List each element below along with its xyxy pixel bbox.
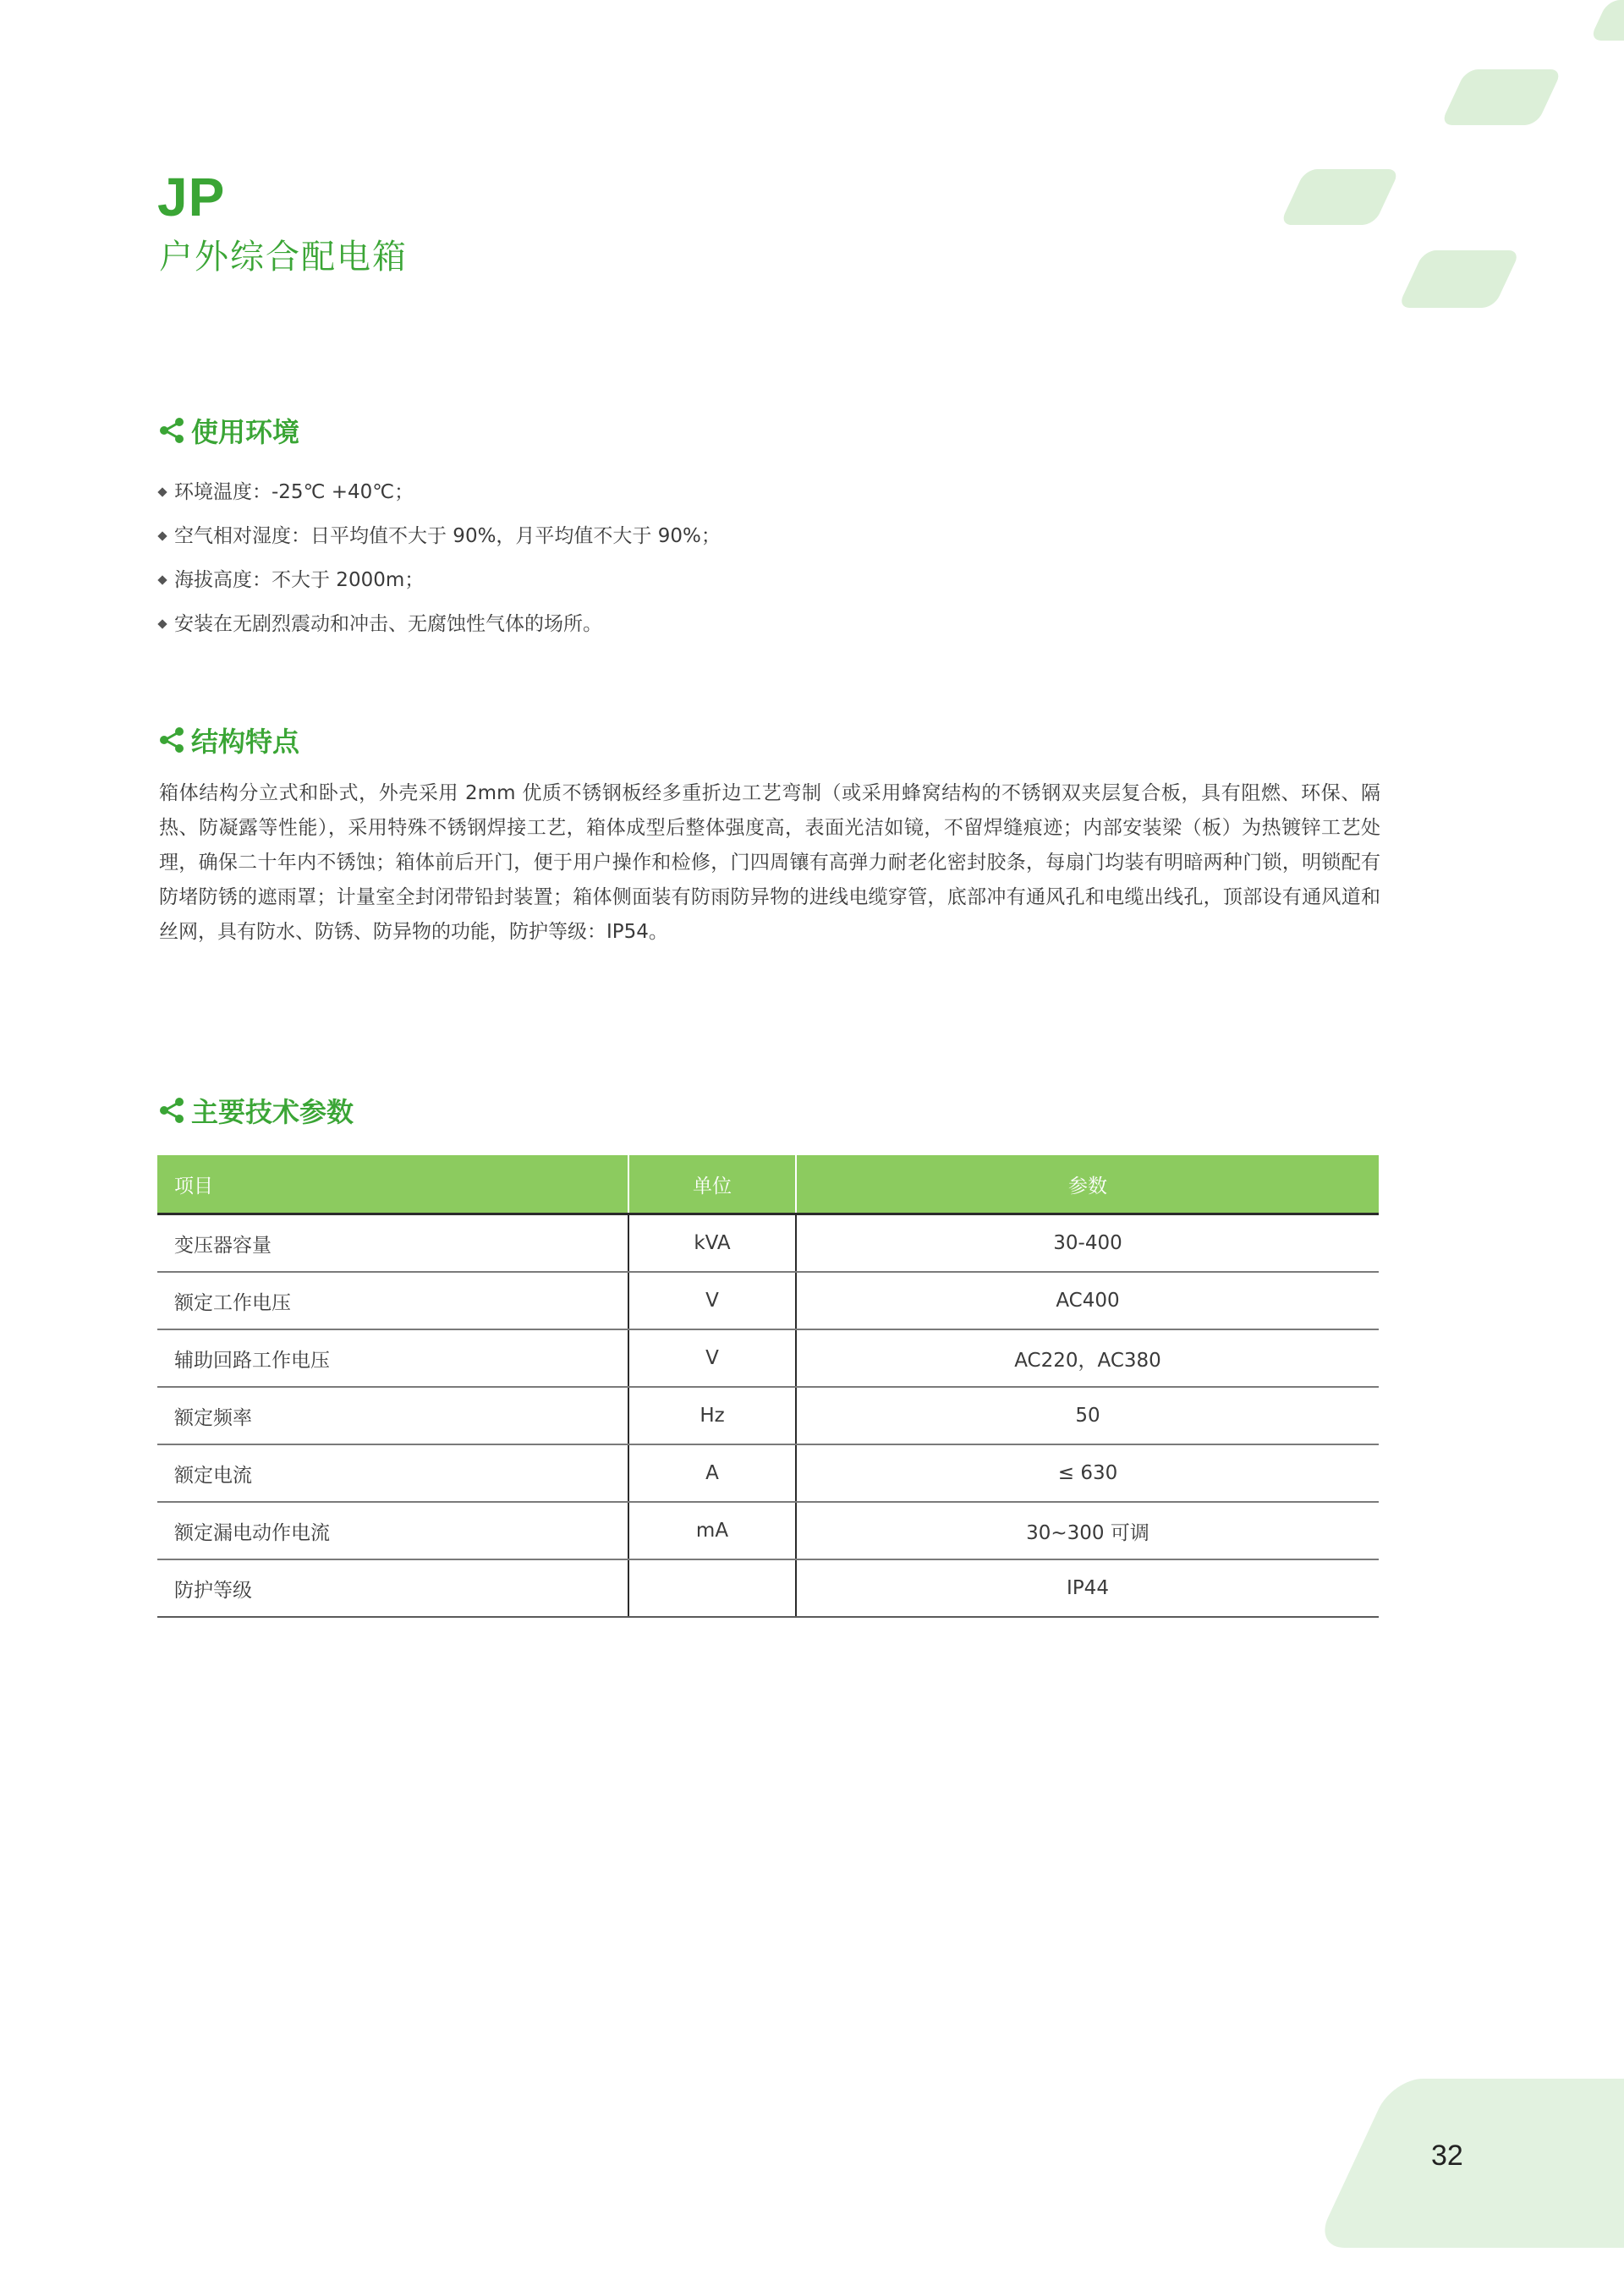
cell-unit [628, 1559, 796, 1617]
decor-parallelogram-corner [1589, 0, 1624, 41]
section-heading-parameters [157, 1091, 354, 1130]
column-header-unit: 单位 [628, 1155, 796, 1214]
diamond-bullet-icon [157, 619, 167, 628]
parameters-table [157, 1155, 1379, 1618]
decor-parallelogram-2 [1280, 169, 1401, 225]
column-header-value: 参数 [796, 1155, 1379, 1214]
structure-description: 箱体结构分立式和卧式，外壳采用 2mm 优质不锈钢板经多重折边工艺弯制（或采用蜂窝结构的不锈钢双夹层复合板，具有阻燃、环保、隔热、防凝露等性能），采用特殊不锈钢焊接工艺，箱体成型后整体强度高，表面光洁如镜，不留焊缝痕迹；内部安装梁（板）为热镀锌工艺处理，确保二十年内不锈蚀；箱体前后开门，便于用户操作和检修，门四周镶有高弹力耐老化密封胶条，每扇门均装有明暗两种门锁，明锁配有防堵防锈的遮雨罩；计量室全封闭带铅封装置；箱体侧面装有防雨防异物的进线电缆穿管，底部冲有通风孔和电缆出线孔，顶部设有通风道和丝网，具有防水、防锈、防异物的功能，防护等级：IP54。 [159, 782, 1380, 943]
product-name: 户外综合配电箱 [159, 238, 408, 277]
section-title: 主要技术参数 [191, 1096, 354, 1128]
section-title: 使用环境 [191, 416, 300, 448]
cell-unit: V [628, 1272, 796, 1329]
share-icon [157, 1096, 186, 1125]
cell-item: 额定频率 [157, 1387, 628, 1444]
section-title: 结构特点 [191, 726, 300, 758]
cell-value: AC220，AC380 [796, 1329, 1379, 1387]
table-row [157, 1387, 1379, 1444]
table-row [157, 1272, 1379, 1329]
list-item: 安装在无剧烈震动和冲击、无腐蚀性气体的场所。 [159, 602, 721, 646]
table-row [157, 1214, 1379, 1273]
cell-unit: kVA [628, 1214, 796, 1273]
cell-unit: mA [628, 1502, 796, 1559]
table-header-row [157, 1155, 1379, 1214]
cell-item: 防护等级 [157, 1559, 628, 1617]
list-item: 海拔高度：不大于 2000m； [159, 558, 721, 602]
table-row [157, 1559, 1379, 1617]
diamond-bullet-icon [157, 487, 167, 496]
cell-item: 变压器容量 [157, 1214, 628, 1273]
table-row [157, 1502, 1379, 1559]
diamond-bullet-icon [157, 575, 167, 584]
decor-page-number-backdrop [1314, 2079, 1624, 2248]
product-code: JP [157, 167, 226, 227]
table-row [157, 1444, 1379, 1502]
environment-list [159, 470, 721, 646]
cell-value: 30~300 可调 [796, 1502, 1379, 1559]
cell-value: 30-400 [796, 1214, 1379, 1273]
cell-value: ≤ 630 [796, 1444, 1379, 1502]
cell-unit: Hz [628, 1387, 796, 1444]
share-icon [157, 726, 186, 754]
list-item: 环境温度：-25℃ +40℃； [159, 470, 721, 514]
cell-item: 额定工作电压 [157, 1272, 628, 1329]
decor-parallelogram-1 [1440, 69, 1563, 125]
cell-value: 50 [796, 1387, 1379, 1444]
section-heading-structure [157, 721, 299, 759]
cell-item: 额定电流 [157, 1444, 628, 1502]
decor-parallelogram-3 [1397, 250, 1521, 308]
share-icon [157, 416, 186, 445]
diamond-bullet-icon [157, 531, 167, 540]
cell-value: IP44 [796, 1559, 1379, 1617]
section-heading-environment [157, 411, 299, 450]
list-item: 空气相对湿度：日平均值不大于 90%，月平均值不大于 90%； [159, 514, 721, 558]
cell-unit: A [628, 1444, 796, 1502]
cell-value: AC400 [796, 1272, 1379, 1329]
page-number: 32 [1431, 2140, 1463, 2172]
column-header-item: 项目 [157, 1155, 628, 1214]
table-row [157, 1329, 1379, 1387]
cell-item: 额定漏电动作电流 [157, 1502, 628, 1559]
cell-unit: V [628, 1329, 796, 1387]
cell-item: 辅助回路工作电压 [157, 1329, 628, 1387]
